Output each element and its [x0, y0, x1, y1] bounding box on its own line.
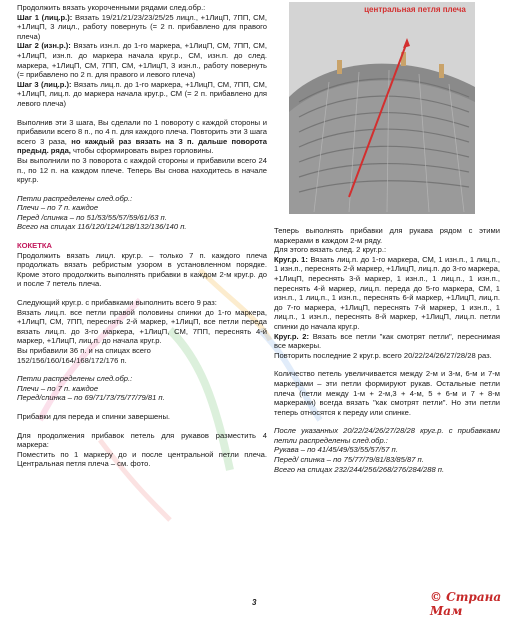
distribution-title: Петли распределены след.обр.:: [17, 193, 133, 203]
right-column: [274, 226, 500, 474]
summary-bold: но каждый раз вязать на 3 п. дальше поворота предыд. ряда,: [17, 136, 267, 156]
increases-done: Прибавки для переда и спинки завершены.: [17, 411, 171, 421]
intro-text: Продолжить вязать укороченными рядами след.обр.:: [17, 3, 206, 12]
after-rounds-intro: После указанных 20/22/24/26/27/28/28 круг.р. с прибавками петли распределены след.обр.:: [274, 426, 500, 445]
step-3: [17, 80, 267, 109]
step-2-text: Вязать изн.п. до 1-го маркера, +1ЛицП, СМ, 7ПП, СМ, +1ЛицП, изн.п. до маркера начала круг.р., СМ, изн.п. до след. маркера, +1ЛицП, СМ, 7ПП, СМ, +1ЛицП, 3 изн.п., работу повернуть (= прибавлено по 2 п. для правого и левого плеча): [17, 41, 267, 80]
page-number: 3: [252, 598, 257, 607]
knitting-photo: [289, 2, 475, 214]
summary-turns: Вы выполнили по 3 поворота с каждой стороны и прибавили всего 24 п., по 12 п. на каждом плече. Теперь Вы снова находитесь в начале круг.р.: [17, 155, 267, 185]
after-front-back: Перед/ спинка – по 75/77/79/81/83/85/87 п.: [274, 455, 424, 465]
after-sleeves: Рукава – по 41/45/49/53/55/57/57 п.: [274, 445, 398, 455]
left-column: [17, 3, 267, 469]
sleeve-text: Поместить по 1 маркеру до и после центральной петли плеча. Центральная петля плеча – см. фото.: [17, 449, 267, 469]
round-1-label: Круг.р. 1:: [274, 254, 308, 264]
distribution2-title: Петли распределены след.обр.:: [17, 374, 133, 384]
increase-text: Вязать лиц.п. все петли правой половины спинки до 1-го маркера, +1ЛицП, СМ, 7ПП, переснять 2-й маркер, +1ЛицП, все петли переда вязать лиц.п. до 3-го маркера, +1ЛицП, СМ, 7ПП, переснять 4-й маркер, +1ЛицП, лиц.п. до начала круг.р.: [17, 307, 267, 346]
step-2-label: Шаг 2 (изн.р.):: [17, 41, 71, 51]
koketka-text: Продолжить вязать лицл. круг.р. – только 7 п. каждого плеча продолжать вязать ребристым узором в установленном порядке. Кроме этого продолжить выполнять прибавки в каждом 2-м круг.р. до и после 7 петель плеча.: [17, 250, 267, 289]
added-line: Вы прибавили 36 п. и на спицах всего: [17, 346, 151, 355]
step-1-text: Вязать 19/21/21/23/23/25/25 лицл., +1ЛицП, 7ПП, СМ, +1ЛицП, 3 лицл., работу повернуть (= 2 п. прибавлено для правого плеча): [17, 12, 267, 41]
summary-paragraph: Выполнив эти 3 шага, Вы сделали по 1 повороту с каждой стороны и прибавили всего 8 п., по 4 п. для каждого плеча. Повторить эти 3 шага всего 3 раза, но каждый раз вязать на 3 п. дальше поворота предыд. ряда, чтобы сформировать вырез горловины.: [17, 117, 267, 156]
watermark: © Страна Мам: [430, 590, 502, 618]
knitting-yoke-image: [289, 2, 475, 214]
round-2: [274, 332, 500, 351]
added-total: 152/156/160/164/168/172/176 п.: [17, 355, 127, 365]
repeat-text: Повторить последние 2 круг.р. всего 20/22/24/26/27/28/28 раз.: [274, 350, 492, 360]
distribution2-shoulders: Плечи – по 7 п. каждое: [17, 383, 99, 393]
right-intro: Теперь выполнять прибавки для рукава рядом с этими маркерами в каждом 2-м ряду.: [274, 226, 500, 245]
step-1-label: Шаг 1 (лиц.р.):: [17, 12, 73, 22]
distribution-shoulders: Плечи – по 7 п. каждое: [17, 203, 99, 213]
increase-intro: Следующий круг.р. с прибавками выполнить всего 9 раз:: [17, 298, 217, 308]
round-1: [274, 255, 500, 332]
distribution2-front-back: Перед/спинка – по 69/71/73/75/77/79/81 п.: [17, 393, 165, 403]
step-3-text: Вязать лиц.п. до 1-го маркера, +1ЛицП, СМ, 7ПП, СМ, +1ЛицП, лиц.п. до маркера начала круг.р., СМ (= 2 п. прибавлено для левого плеча): [17, 79, 267, 108]
step-3-label: Шаг 3 (лиц.р.):: [17, 79, 72, 89]
after-total: Всего на спицах 232/244/256/268/276/284/288 п.: [274, 464, 445, 474]
distribution-total: Всего на спицах 116/120/124/128/132/136/140 п.: [17, 222, 187, 232]
photo-caption: центральная петля плеча: [364, 5, 466, 14]
count-text: Количество петель увеличивается между 2-м и 3-м, 6-м и 7-м маркерами – эти петли формируют рукав. Остальные петли плеча (петли между 1-м + 2-м,3 + 4-м, 5 + 6-м и 7 + 8-м маркерами) всегда вязать "как смотрят петли". Но эти петли теперь относятся к переду или спинке.: [274, 369, 500, 417]
step-1: [17, 13, 267, 42]
section-heading-koketka: КОКЕТКА: [17, 241, 52, 251]
round-1-text: Вязать лиц.п. до 1-го маркера, СМ, 1 изн.п., 1 лиц.п., 1 изн.п., переснять 2-й маркер, +1ЛицП, лиц.п. до 3-го маркера, +1ЛицП, переснять 3-й маркер, 1 изн.п., 1 лиц.п., 1 изн.п., переснять 4-й маркер, лиц.п. переда до 5-го маркера, СМ, 1 изн.п., 1 лиц.п., 1 изн.п., переснять 6-й маркер, +1ЛицП, лиц.п. до 7-го маркера, +1ЛицП, переснять 7-й маркер, 1 изн.п., 1 лиц.п., 1 изн.п., переснять 8-й маркер, +1ЛицП, лиц.п. петли спинки до начала круг.р.: [274, 254, 500, 331]
step-2: [17, 41, 267, 79]
sleeve-intro: Для продолжения прибавок петель для рукавов разместить 4 маркера:: [17, 430, 267, 450]
right-intro-2: Для этого вязать след. 2 круг.р.:: [274, 245, 387, 255]
round-2-label: Круг.р. 2:: [274, 331, 310, 341]
round-2-text: Вязать все петли "как смотрят петли", переснимая все маркеры.: [274, 331, 500, 351]
distribution-front-back: Перед /спинка – по 51/53/55/57/59/61/63 п.: [17, 212, 167, 222]
